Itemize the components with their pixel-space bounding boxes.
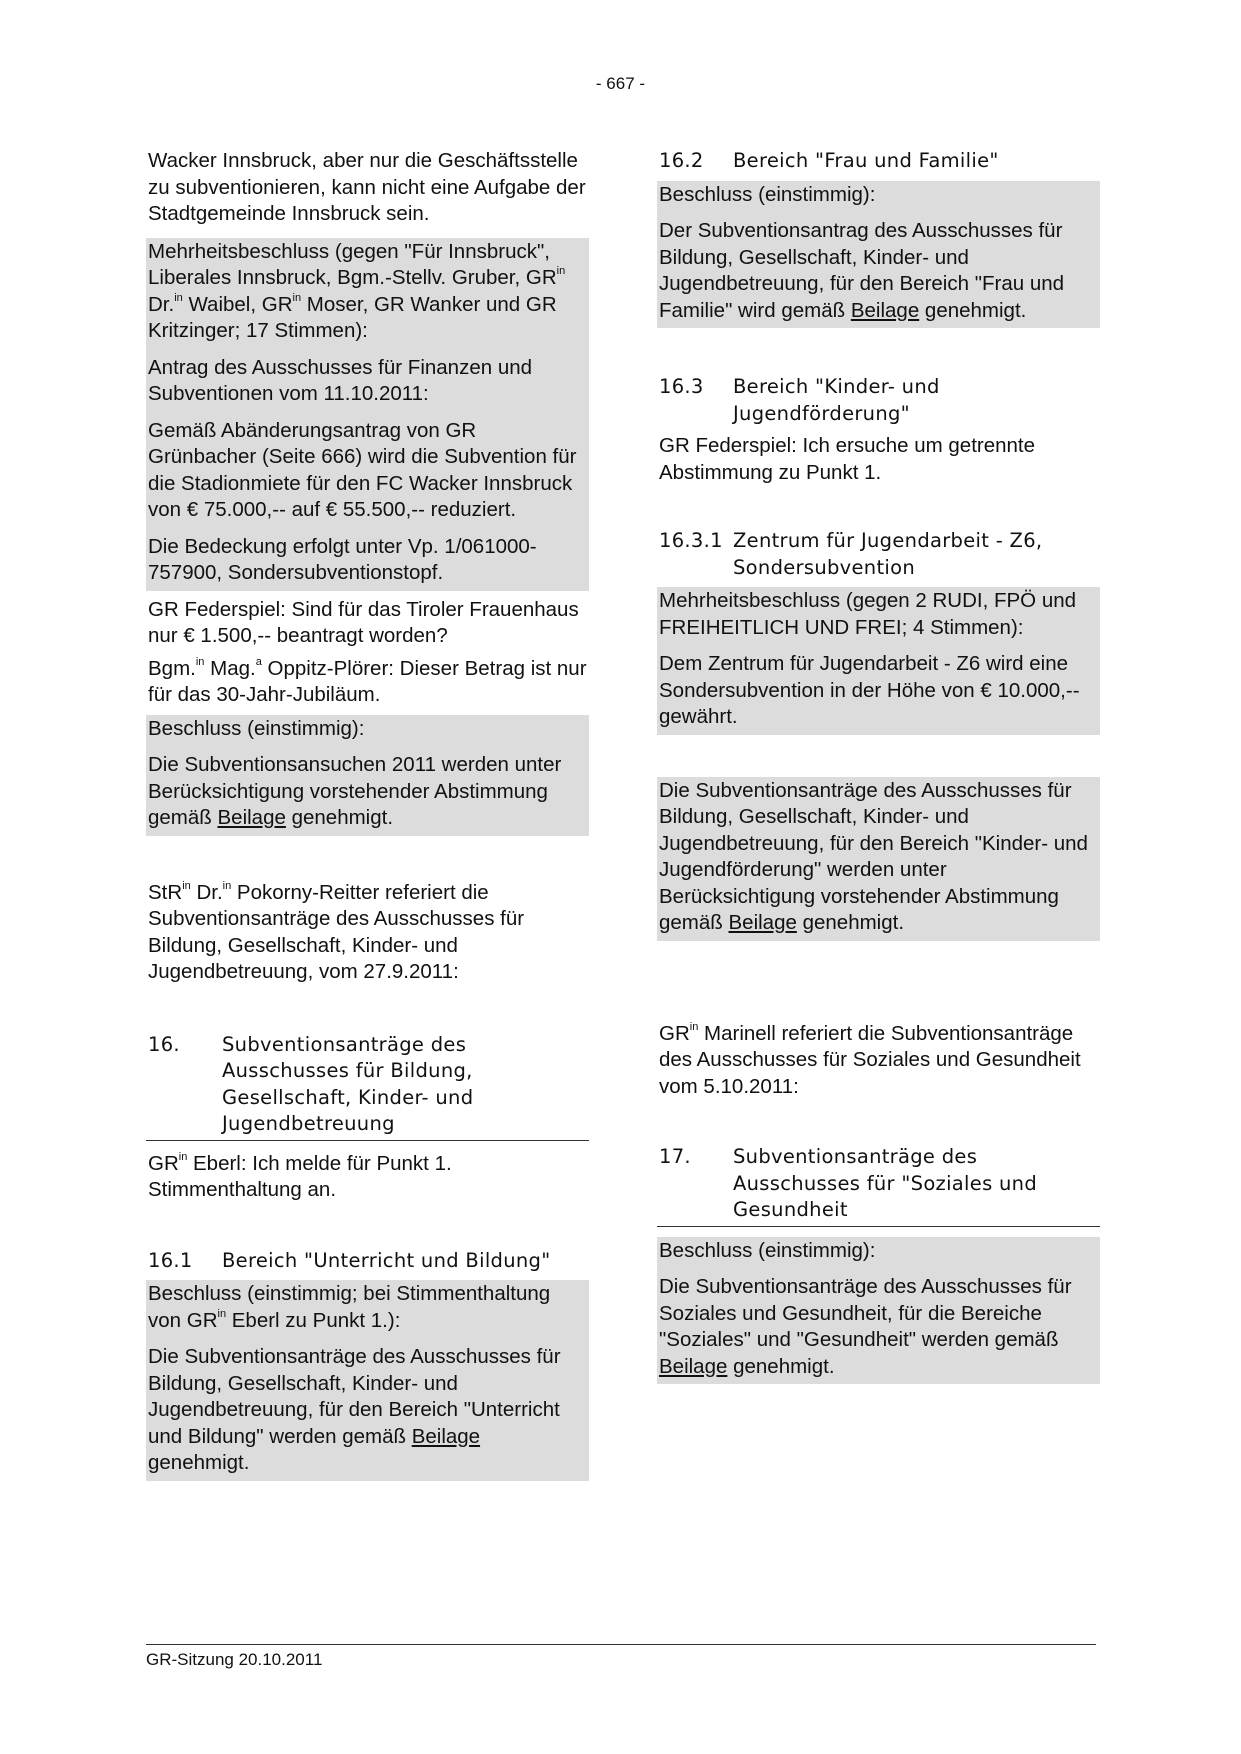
- footer-text: GR-Sitzung 20.10.2011: [146, 1650, 323, 1669]
- mayor-answer: Bgm.$^{in}$ Mag.$^a$ Oppitz-Plörer: Dieser Betrag ist nur für das 30-Jahr-Jubiläum.: [148, 655, 587, 706]
- section-title: Bereich "Kinder- und Jugendförderung": [733, 375, 940, 425]
- section-number: 16.1: [148, 1248, 193, 1272]
- section-16-2-heading: [657, 148, 1100, 175]
- section-16-3-heading: [657, 374, 1100, 427]
- section-16-3-1-heading: [657, 528, 1100, 581]
- decision-heading: Mehrheitsbeschluss (gegen 2 RUDI, FPÖ und FREIHEITLICH UND FREI; 4 Stimmen):: [659, 589, 1077, 639]
- section-title: Subventionsanträge des Ausschusses für "Soziales und Gesundheit: [733, 1145, 1038, 1221]
- decision-text: Dem Zentrum für Jugendarbeit - Z6 wird eine Sondersubvention in der Höhe von € 10.000,-- gewährt.: [659, 652, 1080, 728]
- decision-block-soziales: [657, 1237, 1100, 1385]
- federspiel-question: GR Federspiel: Sind für das Tiroler Frauenhaus nur € 1.500,-- beantragt worden?: [148, 597, 579, 647]
- footer-divider: [146, 1644, 1096, 1645]
- decision-heading: Mehrheitsbeschluss (gegen "Für Innsbruck", Liberales Innsbruck, Bgm.-Stellv. Gruber, $GR^{in}$ Dr.$^{in}$ Waibel, $GR^{in}$ Moser, GR Wanker und GR Kritzinger; 17 Stimmen):: [148, 239, 566, 342]
- report-pokorny-reitter: StR$^{in}$ Dr.$^{in}$ Pokorny-Reitter referiert die Subventionsanträge des Ausschusses für Bildung, Gesellschaft, Kinder- und Jugendbetreuung, vom 27.9.2011:: [148, 879, 525, 983]
- eberl-statement: $GR^{in}$ Eberl: Ich melde für Punkt 1. Stimmenthaltung an.: [148, 1150, 452, 1201]
- section-title: Subventionsanträge des Ausschusses für Bildung, Gesellschaft, Kinder- und Jugendbetreuung: [222, 1032, 474, 1135]
- section-16-1-heading: [146, 1248, 589, 1275]
- beilage-link[interactable]: Beilage: [659, 1354, 728, 1378]
- decision-block-unterricht: [146, 1280, 589, 1481]
- decision-heading: Beschluss (einstimmig):: [659, 1238, 876, 1262]
- decision-block-kinder-jugend: [657, 777, 1100, 941]
- decision-text: Die Subventionsanträge des Ausschusses für Bildung, Gesellschaft, Kinder- und Jugendbetreuung, für den Bereich "Kinder- und Jugendförderung" werden unter Berücksichtigung vorstehender Abstimmung gemäß Beilage genehmigt.: [659, 778, 1088, 934]
- decision-text: Die Subventionsanträge des Ausschusses für Soziales und Gesundheit, für die Bereiche "Soziales" und "Gesundheit" werden gemäß Beilage genehmigt.: [659, 1275, 1072, 1378]
- right-column: [657, 148, 1100, 1384]
- decision-text: Gemäß Abänderungsantrag von GR Grünbacher (Seite 666) wird die Subvention für die Stadionmiete für den FC Wacker Innsbruck von € 75.000,-- auf € 55.500,-- reduziert.: [148, 418, 577, 521]
- decision-heading: Beschluss (einstimmig):: [659, 182, 876, 206]
- decision-block-subventionsansuchen: [146, 715, 589, 836]
- decision-block-frau-familie: [657, 181, 1100, 329]
- coverage-text: Die Bedeckung erfolgt unter Vp. 1/061000-757900, Sondersubventionstopf.: [148, 534, 537, 584]
- decision-text: Der Subventionsantrag des Ausschusses für Bildung, Gesellschaft, Kinder- und Jugendbetreuung, für den Bereich "Frau und Familie" wird gemäß Beilage genehmigt.: [659, 219, 1065, 322]
- left-column: [146, 148, 589, 1481]
- section-title: Zentrum für Jugendarbeit - Z6, Sondersubvention: [733, 529, 1043, 579]
- decision-block-z6: [657, 587, 1100, 735]
- section-title: Bereich "Unterricht und Bildung": [222, 1248, 551, 1272]
- motion-text: Antrag des Ausschusses für Finanzen und Subventionen vom 11.10.2011:: [148, 355, 533, 405]
- beilage-link[interactable]: Beilage: [728, 911, 797, 934]
- section-number: 16.: [148, 1032, 180, 1056]
- section-title: Bereich "Frau und Familie": [733, 149, 999, 172]
- federspiel-request: GR Federspiel: Ich ersuche um getrennte Abstimmung zu Punkt 1.: [659, 434, 1036, 484]
- decision-text: Die Subventionsansuchen 2011 werden unter Berücksichtigung vorstehender Abstimmung gemäß Beilage genehmigt.: [148, 753, 562, 829]
- intro-paragraph: Wacker Innsbruck, aber nur die Geschäftsstelle zu subventionieren, kann nicht eine Aufgabe der Stadtgemeinde Innsbruck sein.: [148, 149, 586, 225]
- decision-text: Die Subventionsanträge des Ausschusses für Bildung, Gesellschaft, Kinder- und Jugendbetreuung, für den Bereich "Unterricht und Bildung" werden gemäß Beilage genehmigt.: [148, 1345, 561, 1474]
- beilage-link[interactable]: Beilage: [217, 806, 286, 829]
- decision-heading: Beschluss (einstimmig; bei Stimmenthaltung von $GR^{in}$ Eberl zu Punkt 1.):: [148, 1282, 551, 1332]
- beilage-link[interactable]: Beilage: [411, 1424, 481, 1448]
- beilage-link[interactable]: Beilage: [850, 298, 920, 322]
- section-16-heading: [146, 1032, 589, 1141]
- section-number: 16.3.1: [659, 529, 723, 552]
- decision-block-stadionmiete: [146, 238, 589, 591]
- section-17-heading: [657, 1144, 1100, 1227]
- decision-heading: Beschluss (einstimmig):: [148, 716, 365, 740]
- section-number: 16.3: [659, 375, 704, 398]
- page-number: - 667 -: [595, 74, 646, 93]
- section-number: 17.: [659, 1145, 691, 1168]
- section-number: 16.2: [659, 149, 704, 172]
- report-marinell: $GR^{in}$ Marinell referiert die Subventionsanträge des Ausschusses für Soziales und Gesundheit vom 5.10.2011:: [659, 1020, 1081, 1098]
